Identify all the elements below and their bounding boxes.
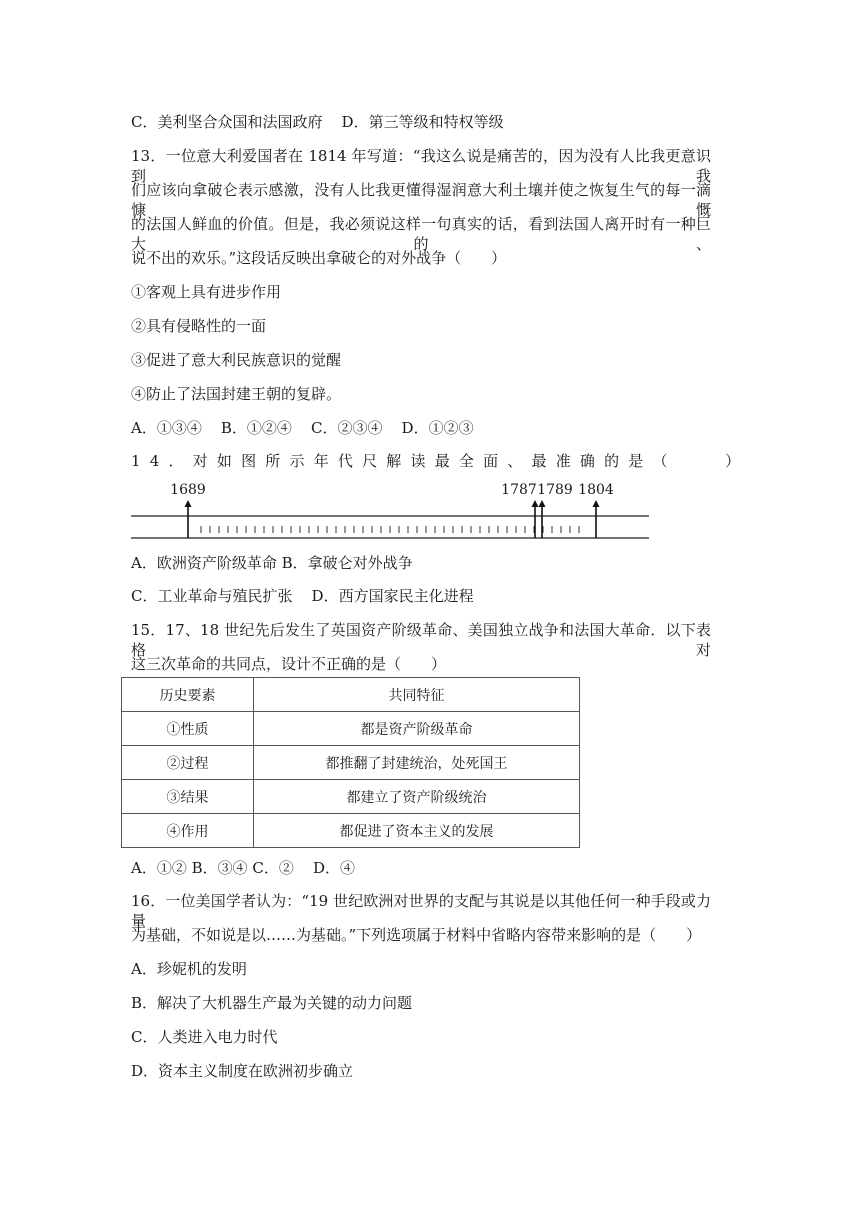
timeline-arrow-head: [593, 500, 600, 507]
table-row: [122, 712, 580, 746]
q12-options: C．美利坚合众国和法国政府 D．第三等级和特权等级: [131, 113, 504, 131]
table-header-row: [122, 678, 580, 712]
timeline-marker: [578, 482, 614, 538]
timeline-ruler: [131, 476, 661, 546]
q13-item-4: ④防止了法国封建王朝的复辟。: [131, 385, 342, 403]
timeline-year-label: 1787: [501, 482, 537, 498]
q13-item-1: ①客观上具有进步作用: [131, 283, 282, 301]
table-cell: ①性质: [122, 712, 254, 746]
timeline-marker: [170, 482, 206, 538]
timeline-year-label: 1804: [578, 482, 614, 498]
table-row: [122, 814, 580, 848]
q14-stem: 14．对如图所示年代尺解读最全面、最准确的是（ ）: [131, 452, 750, 470]
table-cell: ③结果: [122, 780, 254, 814]
table-cell: ②过程: [122, 746, 254, 780]
q16-option-d: D．资本主义制度在欧洲初步确立: [131, 1062, 354, 1080]
q15-stem-line-1: 15．17、18 世纪先后发生了英国资产阶级革命、美国独立战争和法国大革命．以下表格对: [131, 621, 711, 659]
table-cell: 都建立了资产阶级统治: [254, 780, 580, 814]
q13-stem-line-1: 13．一位意大利爱国者在 1814 年写道：“我这么说是痛苦的，因为没有人比我更意识到我: [131, 147, 711, 185]
timeline-year-label: 1689: [170, 482, 206, 498]
table-cell: 都是资产阶级革命: [254, 712, 580, 746]
q14-option-line-2: C．工业革命与殖民扩张 D．西方国家民主化进程: [131, 587, 474, 605]
q14-option-line-1: A．欧洲资产阶级革命 B．拿破仑对外战争: [131, 554, 413, 572]
q13-stem-line-3: 的法国人鲜血的价值。但是，我必须说这样一句真实的话，看到法国人离开时有一种巨大的、: [131, 215, 711, 253]
q13-options: A．①③④ B．①②④ C．②③④ D．①②③: [131, 419, 474, 437]
timeline-marker: [537, 482, 573, 538]
q13-stem-line-2: 们应该向拿破仑表示感激，没有人比我更懂得湿润意大利土壤并使之恢复生气的每一滴慷慨: [131, 181, 711, 219]
timeline-ticks: [201, 526, 579, 533]
timeline-year-label: 1789: [537, 482, 573, 498]
q16-option-c: C．人类进入电力时代: [131, 1028, 278, 1046]
table-row: [122, 746, 580, 780]
q16-stem-line-1: 16．一位美国学者认为：“19 世纪欧洲对世界的支配与其说是以其他任何一种手段或力量: [131, 892, 711, 930]
q13-item-2: ②具有侵略性的一面: [131, 317, 267, 335]
q15-options: A．①② B．③④ C．② D．④: [131, 859, 355, 877]
table-cell: ④作用: [122, 814, 254, 848]
table-cell: 都推翻了封建统治，处死国王: [254, 746, 580, 780]
table-header-cell: 历史要素: [122, 678, 254, 712]
q15-table: [121, 677, 580, 848]
q13-stem-line-4: 说不出的欢乐。”这段话反映出拿破仑的对外战争（ ）: [131, 249, 507, 267]
q15-stem-line-2: 这三次革命的共同点，设计不正确的是（ ）: [131, 655, 447, 673]
timeline-arrow-head: [185, 500, 192, 507]
table-header-cell: 共同特征: [254, 678, 580, 712]
q16-option-a: A．珍妮机的发明: [131, 960, 247, 978]
q16-option-b: B．解决了大机器生产最为关键的动力问题: [131, 994, 413, 1012]
table-row: [122, 780, 580, 814]
q16-stem-line-2: 为基础，不如说是以……为基础。”下列选项属于材料中省略内容带来影响的是（ ）: [131, 926, 702, 944]
timeline-arrow-head: [539, 500, 546, 507]
timeline-arrow-head: [532, 500, 539, 507]
q13-item-3: ③促进了意大利民族意识的觉醒: [131, 351, 342, 369]
table-cell: 都促进了资本主义的发展: [254, 814, 580, 848]
